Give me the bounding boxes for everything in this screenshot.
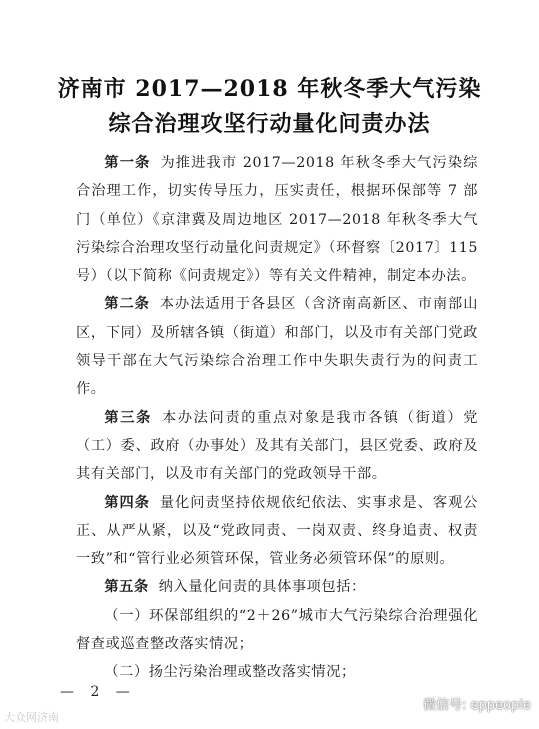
article-2	[76, 290, 478, 403]
article-text: 为推进我市 2017—2018 年秋冬季大气污染综合治理工作，切实传导压力，压实责任，根据环保部等 7 部门（单位）《京津冀及周边地区 2017—2018 年秋冬季大气污染综合治理攻坚行动量化问责规定》（环督察〔2017〕115 号）（以下简称《问责规定》）等有关文件精神，制定本办法。	[76, 155, 478, 285]
wechat-watermark	[397, 690, 531, 716]
article-label: 第一条	[104, 155, 151, 171]
article-4	[76, 489, 478, 574]
article-label: 第三条	[104, 409, 152, 426]
article-label: 第二条	[104, 296, 150, 313]
source-watermark: 大众网济南	[4, 711, 59, 724]
article-text: 本办法适用于各县区（含济南高新区、市南部山区，下同）及所辖各镇（街道）和部门，以及市有关部门党政领导干部在大气污染综合治理工作中失职失责行为的问责工作。	[76, 296, 478, 398]
list-item: （二）扬尘污染治理或整改落实情况；	[104, 664, 356, 681]
wechat-icon	[397, 694, 419, 712]
list-item: （一）环保部组织的“2＋26”城市大气污染综合治理强化督查或巡查整改落实情况；	[76, 607, 478, 653]
article-text: 量化问责坚持依规依纪依法、实事求是、客观公正、从严从紧，以及“党政同责、一岗双责、终身追责、权责一致”和“管行业必须管环保，管业务必须管环保”的原则。	[76, 494, 478, 568]
article-text: 本办法问责的重点对象是我市各镇（街道）党（工）委、政府（办事处）及其有关部门，县区党委、政府及其有关部门，以及市有关部门的党政领导干部。	[76, 409, 478, 483]
article-label: 第五条	[104, 579, 149, 596]
wechat-id-text: 微信号: eppeople	[423, 697, 531, 713]
article-label: 第四条	[104, 494, 150, 511]
document-body	[76, 149, 478, 687]
document-title-line-2: 综合治理攻坚行动量化问责办法	[108, 111, 431, 137]
document-title-line-1: 济南市 2017—2018 年秋冬季大气污染	[57, 76, 482, 102]
page-number: — 2 —	[60, 684, 136, 700]
article-5	[76, 573, 478, 601]
article-1	[76, 149, 478, 290]
article-text: 纳入量化问责的具体事项包括：	[158, 579, 366, 596]
article-3	[76, 404, 478, 489]
